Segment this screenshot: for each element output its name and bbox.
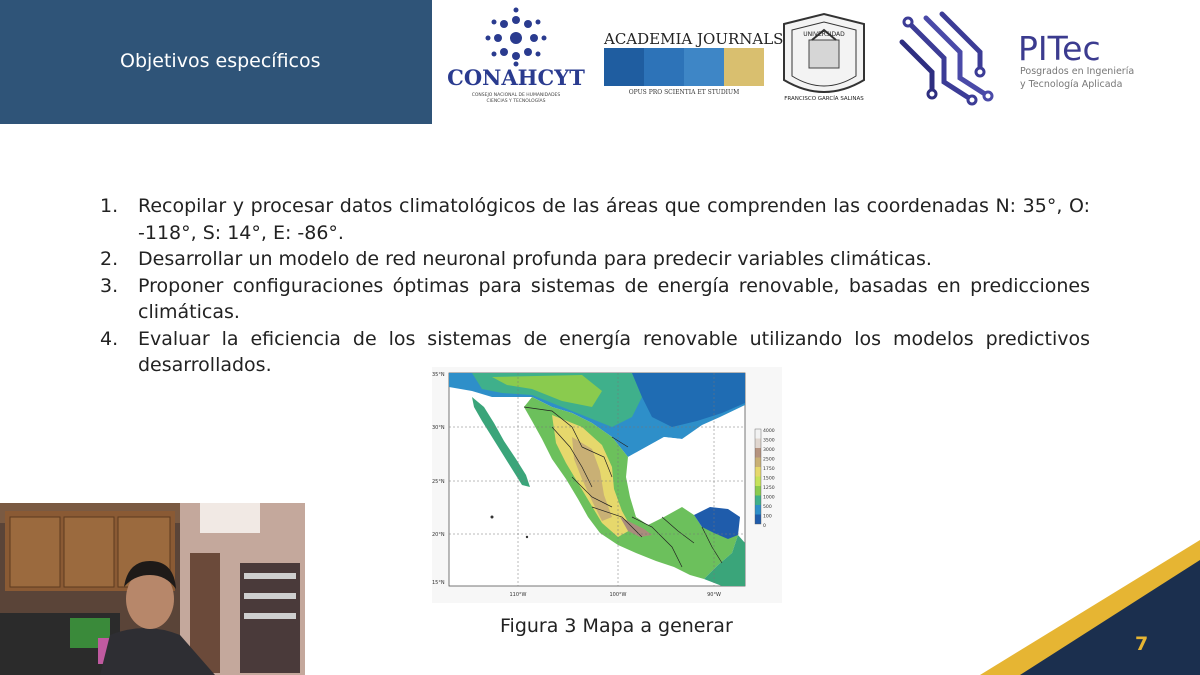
logo-strip: [432, 0, 1200, 124]
svg-text:1000: 1000: [763, 495, 775, 501]
svg-text:100: 100: [763, 514, 772, 520]
academia-journals-logo: [603, 30, 783, 96]
svg-text:FRANCISCO GARCÍA SALINAS: FRANCISCO GARCÍA SALINAS: [784, 96, 864, 102]
svg-text:1500: 1500: [763, 476, 775, 482]
list-item: 1. Recopilar y procesar datos climatológicos de las áreas que comprenden las coordenadas N: 35°, O: -118°, S: 14°, E: -86°.: [100, 195, 1090, 244]
pitec-logo: [1018, 29, 1134, 90]
conahcyt-logo: [447, 8, 585, 105]
svg-text:1250: 1250: [763, 486, 775, 491]
list-item: 3. Proponer configuraciones óptimas para sistemas de energía renovable, basadas en predicciones climáticas.: [100, 274, 1090, 323]
svg-text:15°N: 15°N: [432, 580, 445, 586]
elevation-map: [432, 367, 782, 603]
circuit-icon: [902, 14, 992, 104]
svg-text:35°N: 35°N: [432, 372, 445, 378]
page-number: 7: [1135, 633, 1149, 655]
svg-text:OPUS PRO SCIENTIA ET STUDIUM: OPUS PRO SCIENTIA ET STUDIUM: [628, 89, 740, 96]
conahcyt-wordmark: CONAHCYT: [447, 65, 585, 90]
svg-text:500: 500: [763, 505, 772, 510]
university-seal-logo: [784, 14, 864, 102]
slide-title-bar: [0, 0, 432, 124]
svg-text:CIENCIAS Y TECNOLOGÍAS: CIENCIAS Y TECNOLOGÍAS: [486, 99, 546, 104]
svg-text:110°W: 110°W: [509, 592, 527, 598]
svg-text:20°N: 20°N: [432, 532, 445, 538]
list-item: 4. Evaluar la eficiencia de los sistemas de energía renovable utilizando los modelos predictivos desarrollados.: [100, 327, 1090, 376]
svg-text:y Tecnología Aplicada: y Tecnología Aplicada: [1020, 79, 1123, 90]
svg-text:3000: 3000: [763, 448, 775, 453]
list-item: 2. Desarrollar un modelo de red neuronal profunda para predecir variables climáticas.: [100, 248, 932, 270]
figure-caption: Figura 3 Mapa a generar: [500, 615, 733, 637]
svg-text:CONSEJO NACIONAL DE HUMANIDADE: CONSEJO NACIONAL DE HUMANIDADES: [471, 93, 561, 98]
objectives-list: [100, 193, 1090, 379]
colorbar: [755, 429, 761, 524]
svg-text:25°N: 25°N: [432, 479, 445, 485]
svg-text:PITec: PITec: [1018, 29, 1101, 68]
slide-title: Objetivos específicos: [120, 50, 321, 72]
svg-text:UNIVERSIDAD: UNIVERSIDAD: [803, 31, 845, 38]
svg-text:Posgrados en Ingeniería: Posgrados en Ingeniería: [1020, 66, 1135, 77]
svg-text:30°N: 30°N: [432, 425, 445, 431]
svg-text:1750: 1750: [763, 467, 775, 472]
svg-text:3500: 3500: [763, 438, 775, 444]
svg-text:4000: 4000: [763, 429, 775, 434]
svg-text:90°W: 90°W: [707, 592, 721, 598]
corner-decoration: [980, 540, 1200, 675]
svg-text:ACADEMIA JOURNALS: ACADEMIA JOURNALS: [604, 30, 784, 48]
svg-text:100°W: 100°W: [609, 592, 627, 598]
svg-text:0: 0: [763, 524, 766, 529]
webcam-feed: [0, 503, 305, 675]
svg-text:2500: 2500: [763, 457, 775, 463]
